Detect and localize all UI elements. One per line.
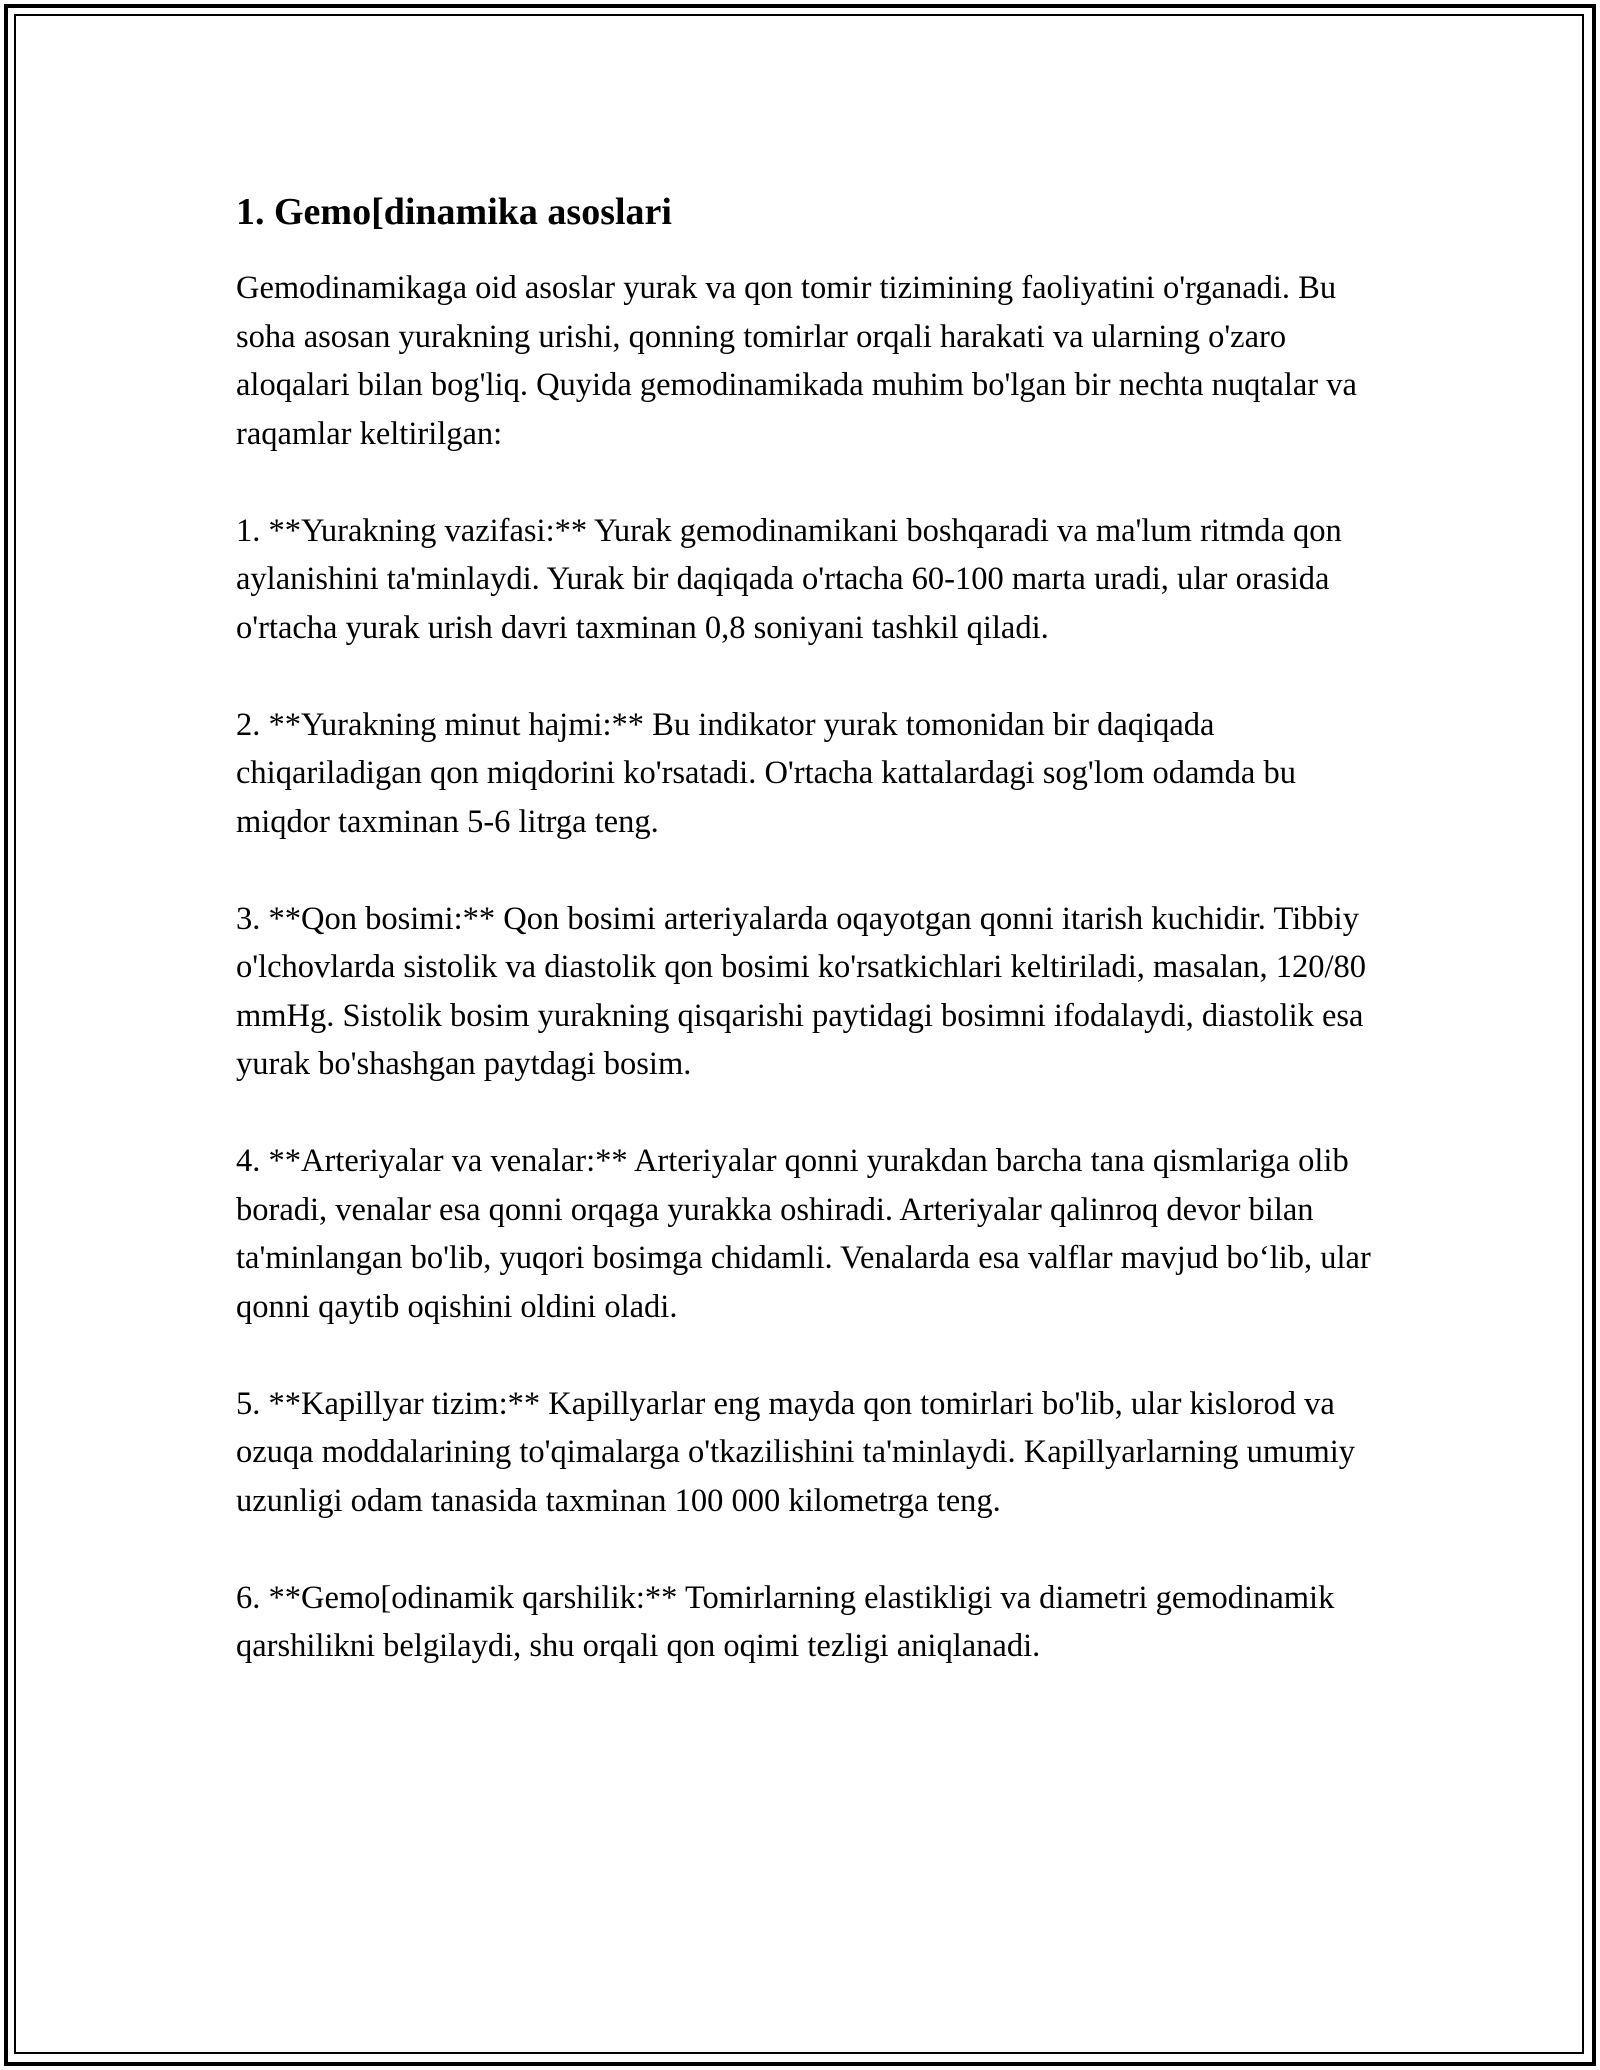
list-item-arteries-veins: 4. **Arteriyalar va venalar:** Arteriyalar qonni yurakdan barcha tana qismlariga olib boradi, venalar esa qonni orqaga yurakka oshiradi. Arteriyalar qalinroq devor bilan ta'minlangan bo'lib, yuqori bosimga chidamli. Venalarda esa valflar mavjud bo‘lib, ular qonni qaytib oqishini oldini oladi. bbox=[236, 1143, 1371, 1325]
list-item-capillary-system: 5. **Kapillyar tizim:** Kapillyarlar eng mayda qon tomirlari bo'lib, ular kislorod va ozuqa moddalarining to'qimalarga o'tkazilishini ta'minlaydi. Kapillyarlarning umumiy uzunligi odam tanasida taxminan 100 000 kilometrga teng. bbox=[236, 1385, 1356, 1519]
list-item-heart-function: 1. **Yurakning vazifasi:** Yurak gemodinamikani boshqaradi va ma'lum ritmda qon aylanishini ta'minlaydi. Yurak bir daqiqada o'rtacha 60-100 marta uradi, ular orasida o'rtacha yurak urish davri taxminan 0,8 soniyani tashkil qiladi. bbox=[236, 512, 1342, 646]
document-body bbox=[236, 186, 1386, 1719]
section-heading: 1. Gemo[dinamika asoslari bbox=[236, 191, 672, 233]
list-item-blood-pressure: 3. **Qon bosimi:** Qon bosimi arteriyalarda oqayotgan qonni itarish kuchidir. Tibbiy o'lchovlarda sistolik va diastolik qon bosimi ko'rsatkichlari keltiriladi, masalan, 120/80 mmHg. Sistolik bosim yurakning qisqarishi paytidagi bosimni ifodalaydi, diastolik esa yurak bo'shashgan paytdagi bosim. bbox=[236, 900, 1367, 1082]
list-item-cardiac-output: 2. **Yurakning minut hajmi:** Bu indikator yurak tomonidan bir daqiqada chiqariladigan qon miqdorini ko'rsatadi. O'rtacha kattalardagi sog'lom odamda bu miqdor taxminan 5-6 litrga teng. bbox=[236, 706, 1296, 840]
intro-paragraph: Gemodinamikaga oid asoslar yurak va qon tomir tizimining faoliyatini o'rganadi. Bu soha asosan yurakning urishi, qonning tomirlar orqali harakati va ularning o'zaro aloqalari bilan bog'liq. Quyida gemodinamikada muhim bo'lgan bir nechta nuqtalar va raqamlar keltirilgan: bbox=[236, 270, 1357, 452]
list-item-hemodynamic-resistance: 6. **Gemo[odinamik qarshilik:** Tomirlarning elastikligi va diametri gemodinamik qarshilikni belgilaydi, shu orqali qon oqimi tezligi aniqlanadi. bbox=[236, 1579, 1335, 1664]
